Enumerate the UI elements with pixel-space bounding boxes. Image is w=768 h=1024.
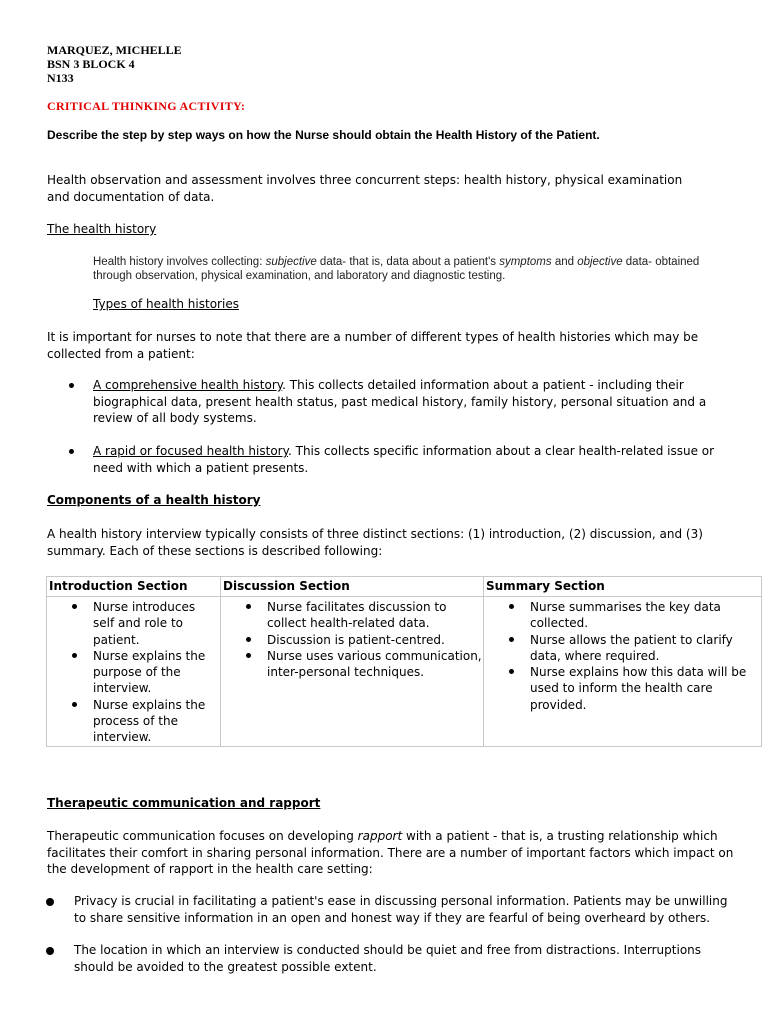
therapeutic-paragraph: Therapeutic communication focuses on developing rapport with a patient - that is, a trusting relationship which facilitates their comfort in sharing personal information. There are a number of important factors which impact on the development of rapport in the health care setting: <box>47 829 734 876</box>
table-header-row <box>47 577 762 597</box>
list-item: Nurse introduces self and role to patient. <box>47 599 220 648</box>
heading-health-history: The health history <box>47 222 157 236</box>
components-paragraph: A health history interview typically consists of three distinct sections: (1) introduction, (2) discussion, and (3) summary. Each of these sections is described following: <box>47 527 703 558</box>
list-item: Nurse explains how this data will be used to inform the health care provided. <box>484 664 761 713</box>
list-item: Nurse allows the patient to clarify data, where required. <box>484 632 761 665</box>
table-header: Summary Section <box>484 577 762 597</box>
sections-table <box>46 576 762 747</box>
bullet-icon <box>46 947 54 955</box>
table-cell-discussion <box>221 597 484 747</box>
types-paragraph: It is important for nurses to note that there are a number of different types of health histories which may be collected from a patient: <box>47 330 699 361</box>
table-header: Introduction Section <box>47 577 221 597</box>
list-item-location: The location in which an interview is conducted should be quiet and free from distractions. Interruptions should be avoided to the greatest possible extent. <box>74 943 702 974</box>
list-item-comprehensive: A comprehensive health history. This collects detailed information about a patient - including their biographical data, present health status, past medical history, family history, personal situation and a review of all body systems. <box>93 378 707 425</box>
list-item: Nurse explains the process of the interview. <box>47 697 220 746</box>
table-cell-introduction <box>47 597 221 747</box>
intro-paragraph: Health observation and assessment involves three concurrent steps: health history, physical examination and documentation of data. <box>47 173 683 204</box>
list-item: Nurse uses various communication, inter-personal techniques. <box>221 648 483 681</box>
list-item: Nurse summarises the key data collected. <box>484 599 761 632</box>
list-item-privacy: Privacy is crucial in facilitating a patient's ease in discussing personal information. Patients may be unwilling to share sensitive information in an open and honest way if they are fearful of being overheard by others. <box>74 894 728 925</box>
list-item: Nurse facilitates discussion to collect health-related data. <box>221 599 483 632</box>
bullet-icon <box>69 383 74 388</box>
heading-types: Types of health histories <box>93 297 239 311</box>
question: Describe the step by step ways on how the Nurse should obtain the Health History of the Patient. <box>47 128 600 142</box>
bullet-icon <box>46 898 54 906</box>
list-item: Nurse explains the purpose of the interview. <box>47 648 220 697</box>
health-history-definition: Health history involves collecting: subjective data- that is, data about a patient's symptoms and objective data- obtained through observation, physical examination, and laboratory and diagnostic testing. <box>93 256 700 282</box>
heading-therapeutic: Therapeutic communication and rapport <box>47 796 321 810</box>
table-header: Discussion Section <box>221 577 484 597</box>
heading-components: Components of a health history <box>47 493 261 507</box>
list-item-rapid: A rapid or focused health history. This collects specific information about a clear health-related issue or need with which a patient presents. <box>93 444 715 475</box>
student-section: BSN 3 BLOCK 4 <box>47 57 135 71</box>
bullet-icon <box>69 449 74 454</box>
course-code: N133 <box>47 71 74 85</box>
list-item: Discussion is patient-centred. <box>221 632 483 648</box>
activity-title: CRITICAL THINKING ACTIVITY: <box>47 99 246 113</box>
table-cell-summary <box>484 597 762 747</box>
table-row <box>47 597 762 747</box>
student-name: MARQUEZ, MICHELLE <box>47 43 182 57</box>
